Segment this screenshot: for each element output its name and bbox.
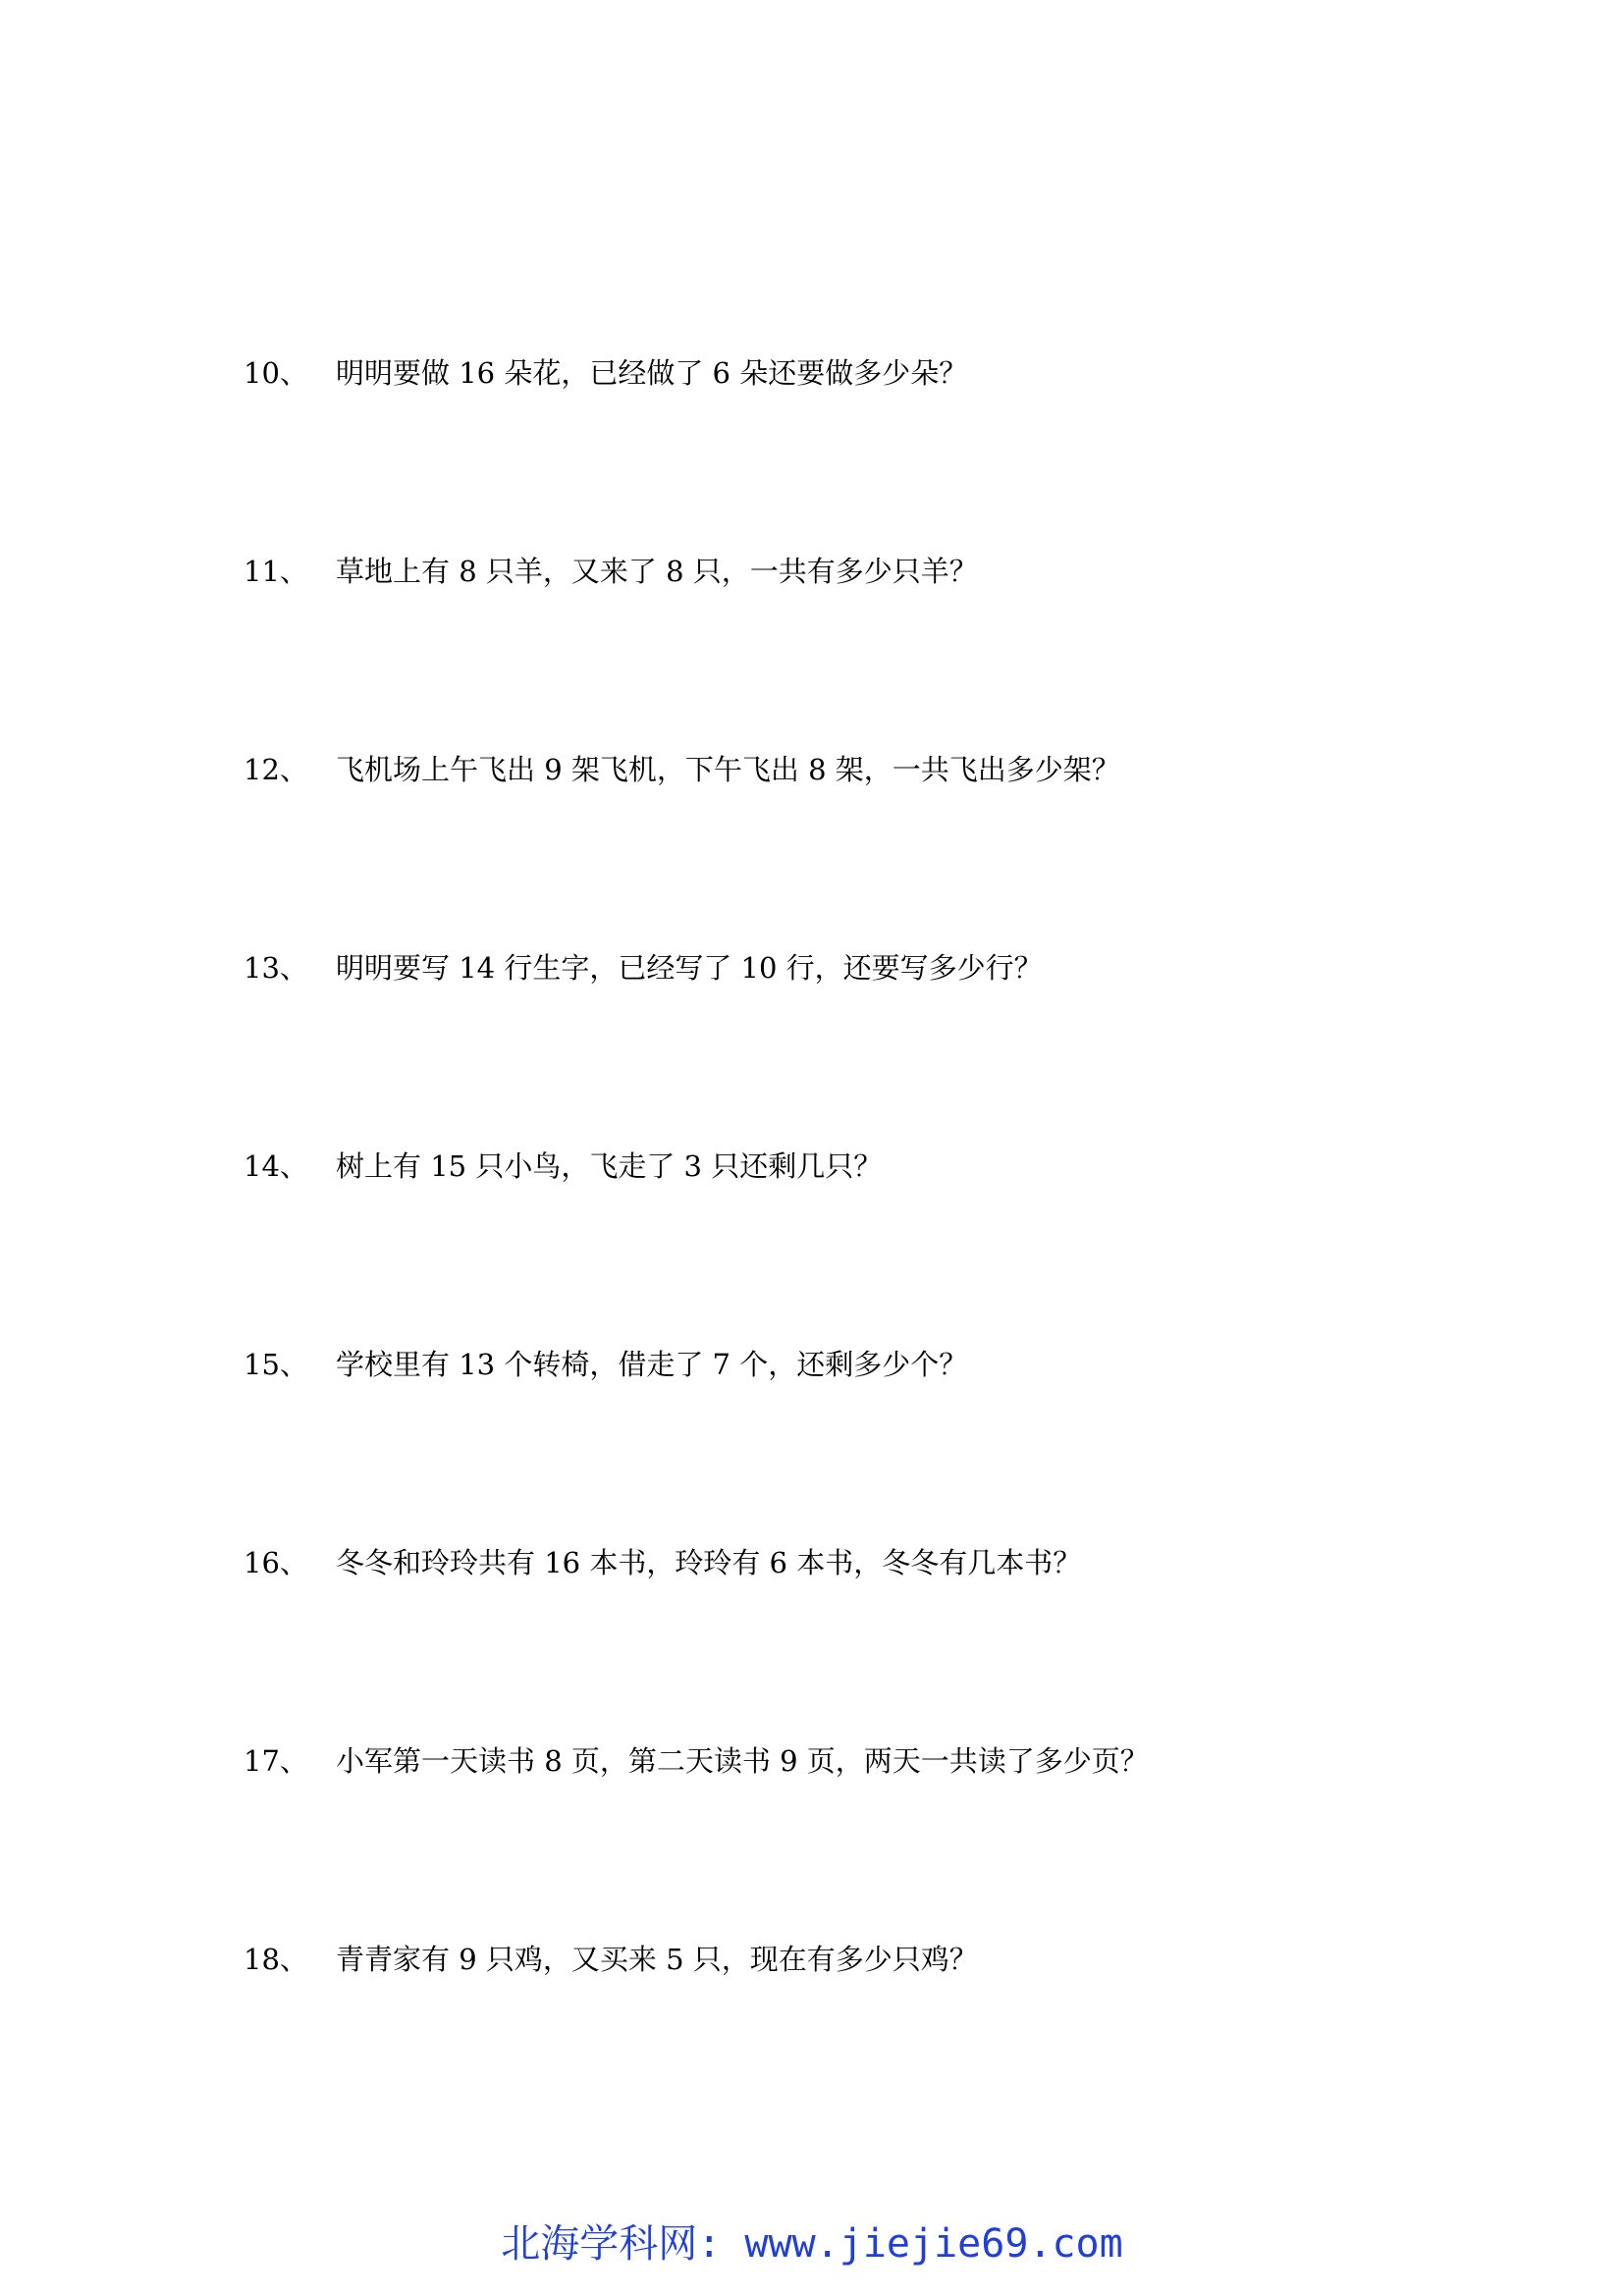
question-number: 11、 bbox=[244, 555, 308, 588]
question-10 bbox=[244, 351, 967, 395]
question-number: 10、 bbox=[244, 356, 308, 390]
question-text: 小军第一天读书 8 页，第二天读书 9 页，两天一共读了多少页？ bbox=[336, 1744, 1149, 1778]
question-12 bbox=[244, 748, 1120, 791]
question-number: 12、 bbox=[244, 753, 308, 786]
question-number: 17、 bbox=[244, 1744, 308, 1778]
question-16 bbox=[244, 1541, 1081, 1584]
question-17 bbox=[244, 1739, 1149, 1783]
question-text: 飞机场上午飞出 9 架飞机，下午飞出 8 架，一共飞出多少架？ bbox=[336, 753, 1120, 786]
question-14 bbox=[244, 1145, 882, 1188]
question-15 bbox=[244, 1343, 967, 1386]
question-number: 13、 bbox=[244, 951, 308, 985]
question-text: 青青家有 9 只鸡，又买来 5 只，现在有多少只鸡？ bbox=[336, 1943, 978, 1976]
question-text: 冬冬和玲玲共有 16 本书，玲玲有 6 本书，冬冬有几本书？ bbox=[336, 1546, 1082, 1579]
question-number: 14、 bbox=[244, 1149, 308, 1183]
footer-watermark-text: 北海学科网: www.jiejie69.com bbox=[501, 2221, 1123, 2267]
question-number: 18、 bbox=[244, 1943, 308, 1976]
question-text: 学校里有 13 个转椅，借走了 7 个，还剩多少个？ bbox=[336, 1348, 968, 1381]
question-11 bbox=[244, 550, 978, 593]
question-text: 树上有 15 只小鸟，飞走了 3 只还剩几只？ bbox=[336, 1149, 883, 1183]
question-number: 15、 bbox=[244, 1348, 308, 1381]
question-text: 明明要做 16 朵花，已经做了 6 朵还要做多少朵？ bbox=[336, 356, 968, 390]
question-text: 草地上有 8 只羊，又来了 8 只，一共有多少只羊？ bbox=[336, 555, 978, 588]
question-number: 16、 bbox=[244, 1546, 308, 1579]
question-13 bbox=[244, 946, 1043, 989]
question-18 bbox=[244, 1938, 978, 1981]
question-text: 明明要写 14 行生字，已经写了 10 行，还要写多少行？ bbox=[336, 951, 1043, 985]
